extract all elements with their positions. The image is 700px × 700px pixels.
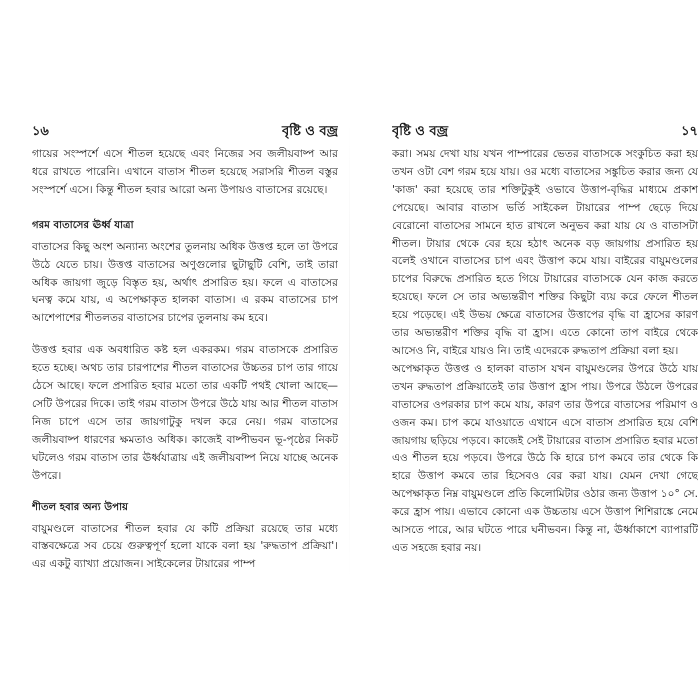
paragraph: বায়ুমণ্ডলে বাতাসের শীতল হবার যে কটি প্রক্রিয়া রয়েছে তার মধ্যে বাস্তবক্ষেত্রে সব চেয়ে গুরুত্বপূর্ণ হলো যাকে বলা হয় 'রুদ্ধতাপ প্রক্রিয়া'। এর একটু ব্যাখ্যা প্রয়োজন। সাইকেলের টায়ারের পাম্প — [32, 522, 338, 571]
left-page-header — [32, 118, 338, 146]
paragraph: করা। সময় দেখা যায় যখন পাম্পারের ভেতর বাতাসকে সংকুচিত করা হয় তখন ওটা বেশ গরম হয়ে যায়। ওর মধ্যে বাতাসের সঙ্কুচিত করার জন্য যে 'কাজ' করা হয়েছে তার শক্তিটুকুই ওভাবে উত্তাপ-বৃদ্ধির মাধ্যমে প্রকাশ পেয়েছে। আবার বাতাস ভর্তি সাইকেল টায়ারের পাম্প ছেড়ে দিয়ে বেরোনো বাতাসের সামনে হাত রাখলে অনুভব করা যায় যে ও বাতাসটা শীতল। টায়ার থেকে বের হয়ে হঠাৎ অনেক বড় জায়গায় প্রসারিত হয় বলেই ওখানে বাতাসের চাপ এবং উত্তাপ কমে যায়। বাইরের বায়ুমণ্ডলের চাপের বিরুদ্ধে প্রসারিত হতে গিয়ে টায়ারের বাতাসকে যেন কাজ করতে হয়েছে। ফলে সে তার অভ্যন্তরীণ শক্তির কিছুটা ব্যয় করে ফেলে শীতল হয়ে পড়েছে। এই উভয় ক্ষেত্রে বাতাসের উত্তাপের বৃদ্ধি বা হ্রাসের কারণ তার অভ্যন্তরীণ শক্তির বৃদ্ধি বা হ্রাস। এতে কোনো তাপ বাইরে থেকে আসেও নি, বাইরে যায়ও নি। তাই এদেরকে রুদ্ধতাপ প্রক্রিয়া বলা হয়। — [392, 148, 698, 357]
paragraph: উত্তপ্ত হবার এক অবধারিত কষ্ট হল একরকম। গরম বাতাসকে প্রসারিত হতে হচ্ছে। অথচ তার চারপাশের শীতল বাতাসের উচ্চতর চাপ তার গায়ে ঠেসে আছে। ফলে প্রসারিত হবার মতো তার একটি পথই খোলা আছে—সেটি উপরের দিকে। তাই গরম বাতাস উপরে উঠে যায় আর শীতল বাতাস নিজ চাপে এসে তার জায়গাটুকু দখল করে নেয়। গরম বাতাসের জলীয়বাষ্প ধারণের ক্ষমতাও অধিক। কাজেই বাষ্পীভবন ভূ-পৃষ্ঠের নিকট ঘটলেও গরম বাতাস তার ঊর্ধ্বযাত্রায় এই জলীয়বাষ্প নিয়ে যাচ্ছে অনেক উপরে। — [32, 344, 338, 482]
paragraph: অপেক্ষাকৃত উত্তপ্ত ও হালকা বাতাস যখন বায়ুমণ্ডলের উপরে উঠে যায় তখন রুদ্ধতাপ প্রক্রিয়াতেই তার উত্তাপ হ্রাস পায়। উপরে উঠলে উপরের বাতাসের ওপরকার চাপ কমে যায়, কারণ তার উপরে বাতাসের পরিমাণ ও ওজন কম। চাপ কমে যাওয়াতে এখানে এসে বাতাস প্রসারিত হয়ে বেশি জায়গায় ছড়িয়ে পড়বে। কাজেই সেই টায়ারের বাতাস প্রসারিত হবার মতো এও শীতল হয়ে পড়বে। উপরে উঠে কি হারে চাপ কমবে তার থেকে কি হারে উত্তাপ কমবে তার হিসেবও বের করা যায়। যেমন দেখা গেছে অপেক্ষাকৃত নিম্ন বায়ুমণ্ডলে প্রতি কিলোমিটার ওঠার জন্য উত্তাপ ১০° সে. করে হ্রাস পায়। এভাবে কোনো এক উচ্চতায় এসে উত্তাপ শিশিরাঙ্কে নেমে আসতে পারে, আর ঘটতে পারে ঘনীভবন। কিন্তু না, ঊর্ধ্বাকাশে ব্যাপারটি এত সহজে হবার নয়। — [392, 362, 698, 554]
section-heading: শীতল হবার অন্য উপায় — [32, 501, 129, 513]
paragraph: গায়ের সংস্পর্শে এসে শীতল হয়েছে এবং নিজের সব জলীয়বাষ্প আর ধরে রাখতে পারেনি। এখানে বাতাস শীতল হয়েছে সরাসরি শীতল বস্তুর সংস্পর্শে এসে। কিন্তু শীতল হবার আরো অন্য উপায়ও বাতাসের রয়েছে। — [32, 148, 338, 196]
paragraph: বাতাসের কিছু অংশ অন্যান্য অংশের তুলনায় অধিক উত্তপ্ত হলে তা উপরে উঠে যেতে চায়। উত্তপ্ত বাতাসের অণুগুলোর ছুটাছুটি বেশি, তাই তারা অধিক জায়গা জুড়ে বিস্তৃত হয়, অর্থাৎ প্রসারিত হয়। ফলে এ বাতাসের ঘনত্ব কমে যায়, এ অপেক্ষাকৃত হালকা বাতাস। এ রকম বাতাসের চাপ আশেপাশের শীতলতর বাতাসের চাপের তুলনায় কম হবে। — [32, 240, 338, 325]
page-number: ১৬ — [32, 124, 49, 139]
running-head: বৃষ্টি ও বজ্র — [281, 124, 338, 139]
book-gutter — [349, 120, 350, 580]
right-page — [392, 118, 698, 588]
page-number: ১৭ — [681, 124, 698, 139]
left-page — [32, 118, 338, 588]
section-heading: গরম বাতাসের ঊর্ধ্ব যাত্রা — [32, 219, 134, 231]
right-page-header — [392, 118, 698, 146]
running-head: বৃষ্টি ও বজ্র — [392, 124, 449, 139]
